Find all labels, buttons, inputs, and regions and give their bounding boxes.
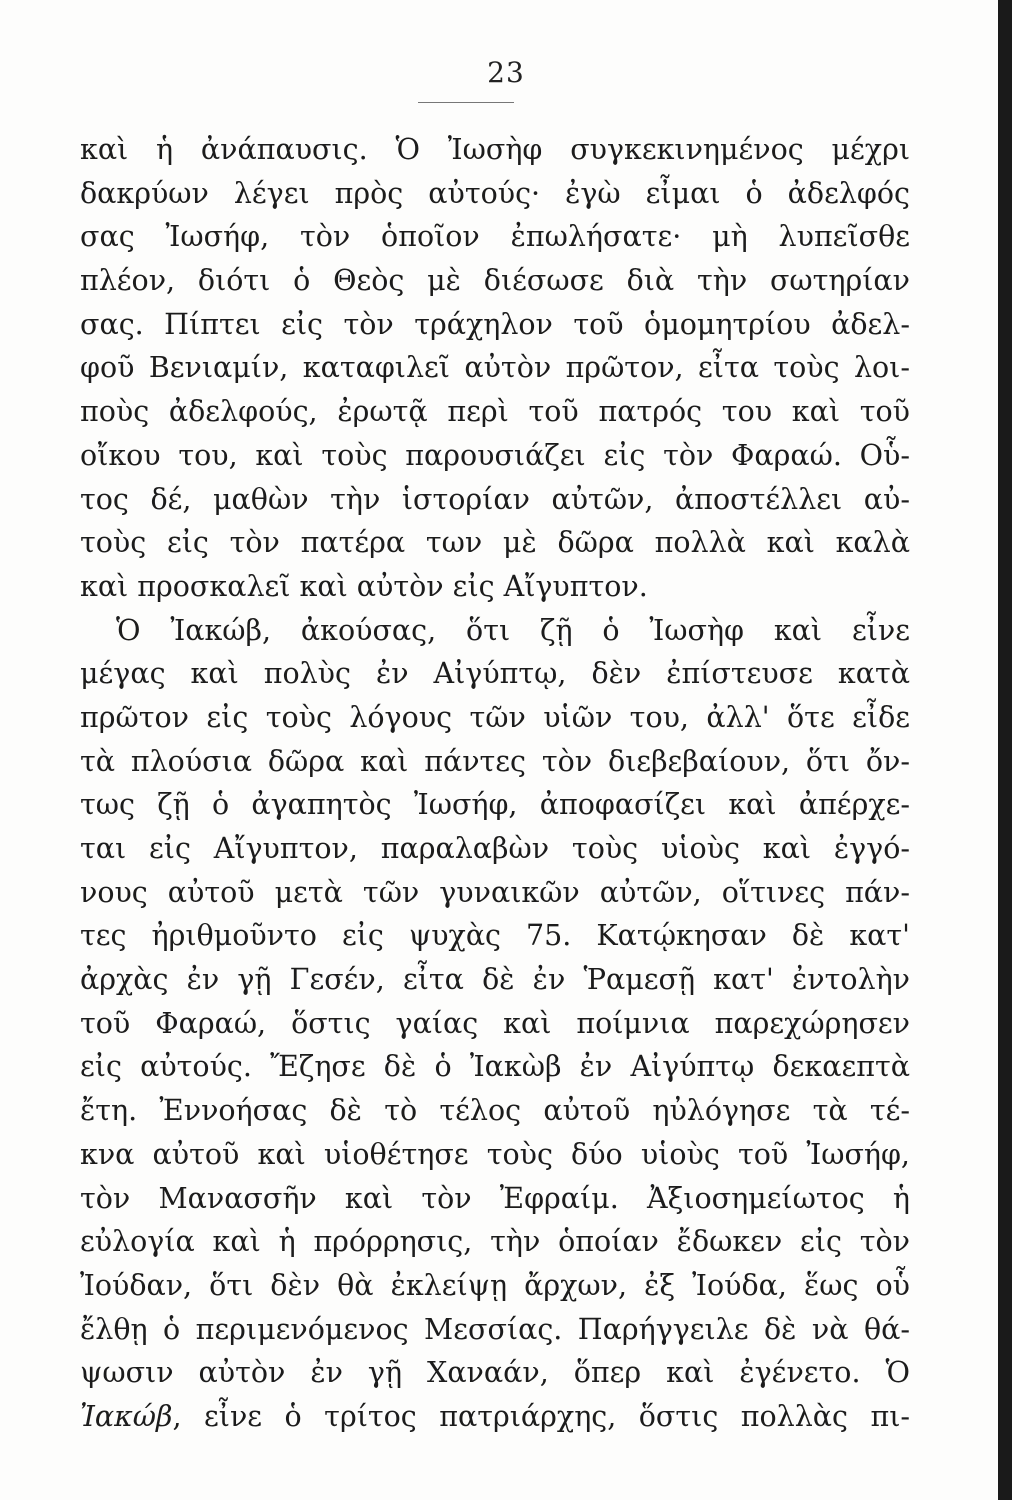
text-line: τὸν Μανασσῆν καὶ τὸν Ἐφραίμ. Ἀξιοσημείωτος ἡ	[80, 1181, 910, 1215]
last-line-rest: , εἶνε ὁ τρίτος πατριάρχης, ὅστις πολλὰς πι-	[172, 1399, 910, 1433]
text-line: Ὁ Ἰακώβ, ἀκούσας, ὅτι ζῇ ὁ Ἰωσὴφ καὶ εἶνε	[116, 613, 910, 647]
text-line: πλέον, διότι ὁ Θεὸς μὲ διέσωσε διὰ τὴν σωτηρίαν	[80, 264, 910, 298]
text-line: ποὺς ἀδελφούς, ἐρωτᾷ περὶ τοῦ πατρός του καὶ τοῦ	[80, 395, 910, 429]
text-line: πρῶτον εἰς τοὺς λόγους τῶν υἱῶν του, ἀλλ' ὅτε εἶδε	[80, 700, 910, 734]
text-line: εἰς αὐτούς. Ἔζησε δὲ ὁ Ἰακὼβ ἐν Αἰγύπτῳ δεκαεπτὰ	[80, 1050, 910, 1084]
text-line: τοῦ Φαραώ, ὅστις γαίας καὶ ποίμνια παρεχώρησεν	[80, 1006, 910, 1040]
text-line-last	[80, 1395, 910, 1439]
text-line: τος δέ, μαθὼν τὴν ἱστορίαν αὐτῶν, ἀποστέλλει αὐ-	[80, 482, 910, 516]
text-line: ται εἰς Αἴγυπτον, παραλαβὼν τοὺς υἱοὺς καὶ ἐγγό-	[80, 832, 910, 865]
text-line: ἔλθῃ ὁ περιμενόμενος Μεσσίας. Παρήγγειλε δὲ νὰ θά-	[80, 1312, 910, 1346]
text-line: ψωσιν αὐτὸν ἐν γῇ Χαναάν, ὅπερ καὶ ἐγένετο. Ὁ	[80, 1356, 910, 1390]
text-line: τοὺς εἰς τὸν πατέρα των μὲ δῶρα πολλὰ καὶ καλὰ	[80, 526, 910, 560]
text-line: εὐλογία καὶ ἡ πρόρρησις, τὴν ὁποίαν ἔδωκεν εἰς τὸν	[80, 1225, 910, 1259]
text-line: νους αὐτοῦ μετὰ τῶν γυναικῶν αὐτῶν, οἵτινες πάν-	[80, 875, 910, 909]
text-line: καὶ ἡ ἀνάπαυσις. Ὁ Ἰωσὴφ συγκεκινημένος μέχρι	[80, 133, 910, 166]
scan-edge	[998, 0, 1012, 1500]
italic-name: Ἰακώβ	[80, 1399, 173, 1433]
text-line: μέγας καὶ πολὺς ἐν Αἰγύπτῳ, δὲν ἐπίστευσε κατὰ	[80, 657, 910, 691]
text-line: δακρύων λέγει πρὸς αὐτούς· ἐγὼ εἶμαι ὁ ἀδελφός	[80, 176, 910, 210]
page-number: 23	[487, 56, 525, 89]
text-line: τως ζῇ ὁ ἀγαπητὸς Ἰωσήφ, ἀποφασίζει καὶ ἀπέρχε-	[80, 788, 910, 822]
header-rule	[418, 102, 514, 103]
text-line: τες ἠριθμοῦντο εἰς ψυχὰς 75. Κατῴκησαν δὲ κατ'	[80, 919, 910, 953]
text-line: κνα αὐτοῦ καὶ υἱοθέτησε τοὺς δύο υἱοὺς τοῦ Ἰωσήφ,	[80, 1137, 910, 1171]
body-text	[80, 128, 910, 1439]
text-line: Ἰούδαν, ὅτι δὲν θὰ ἐκλείψῃ ἄρχων, ἐξ Ἰούδα, ἕως οὗ	[80, 1268, 910, 1302]
text-line: οἴκου του, καὶ τοὺς παρουσιάζει εἰς τὸν Φαραώ. Οὗ-	[80, 438, 910, 472]
text-line: σας. Πίπτει εἰς τὸν τράχηλον τοῦ ὁμομητρίου ἀδελ-	[80, 307, 910, 341]
text-line: ἀρχὰς ἐν γῇ Γεσέν, εἶτα δὲ ἐν Ῥαμεσῇ κατ' ἐντολὴν	[80, 963, 910, 997]
text-line: φοῦ Βενιαμίν, καταφιλεῖ αὐτὸν πρῶτον, εἶτα τοὺς λοι-	[80, 351, 910, 385]
text-line: ἔτη. Ἐννοήσας δὲ τὸ τέλος αὐτοῦ ηὐλόγησε τὰ τέ-	[80, 1094, 910, 1128]
text-line: καὶ προσκαλεῖ καὶ αὐτὸν εἰς Αἴγυπτον.	[80, 569, 648, 603]
text-line: σας Ἰωσήφ, τὸν ὁποῖον ἐπωλήσατε· μὴ λυπεῖσθε	[80, 220, 910, 254]
text-line: τὰ πλούσια δῶρα καὶ πάντες τὸν διεβεβαίουν, ὅτι ὄν-	[80, 744, 910, 778]
